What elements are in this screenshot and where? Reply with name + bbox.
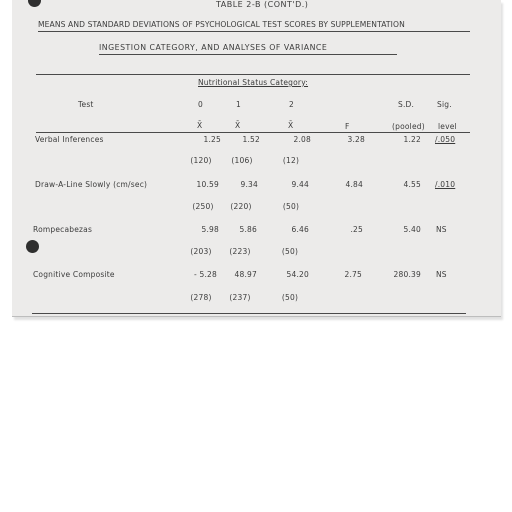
row-mean-cat1: 9.34: [240, 180, 258, 189]
row-f-value: 3.28: [347, 135, 365, 144]
row-n-cat2: (12): [282, 156, 300, 165]
row-f-value: 2.75: [344, 270, 362, 279]
row-n-cat0: (278): [190, 293, 212, 302]
row-mean-cat0: 5.98: [201, 225, 219, 234]
row-sig-level: NS: [436, 225, 447, 234]
row-mean-cat2: 9.44: [291, 180, 309, 189]
column-header-sd-pooled: (pooled): [392, 122, 425, 131]
table-title-line1: MEANS AND STANDARD DEVIATIONS OF PSYCHOLOGICAL TEST SCORES BY SUPPLEMENTATION: [38, 20, 405, 29]
column-header-mean1: X̄: [235, 121, 241, 130]
row-n-cat0: (250): [192, 202, 214, 211]
column-header-mean0: X̄: [197, 121, 203, 130]
row-mean-cat1: 48.97: [234, 270, 257, 279]
row-n-cat2: (50): [282, 202, 300, 211]
row-sd-pooled: 280.39: [393, 270, 421, 279]
row-sig-level: /.050: [435, 135, 456, 144]
row-n-cat1: (106): [231, 156, 253, 165]
row-sd-pooled: 4.55: [403, 180, 421, 189]
row-n-cat0: (203): [190, 247, 212, 256]
row-mean-cat2: 54.20: [286, 270, 309, 279]
column-header-rule: [36, 132, 470, 133]
row-mean-cat1: 5.86: [239, 225, 257, 234]
row-test-label: Draw-A-Line Slowly (cm/sec): [35, 180, 148, 189]
column-header-test: Test: [78, 100, 94, 109]
column-header-cat0: 0: [198, 100, 203, 109]
row-f-value: 4.84: [345, 180, 363, 189]
column-header-cat2: 2: [289, 100, 294, 109]
row-sd-pooled: 1.22: [403, 135, 421, 144]
title-underline-1: [38, 31, 470, 32]
column-header-sig: Sig.: [437, 100, 452, 109]
row-n-cat1: (237): [229, 293, 251, 302]
column-group-label: Nutritional Status Category:: [198, 78, 309, 87]
row-n-cat1: (223): [229, 247, 251, 256]
row-sig-level: /.010: [435, 180, 456, 189]
punch-hole-middle: [26, 240, 39, 253]
row-n-cat1: (220): [230, 202, 252, 211]
row-mean-cat0: 1.25: [203, 135, 221, 144]
row-mean-cat0: - 5.28: [194, 270, 217, 279]
row-sig-level: NS: [436, 270, 447, 279]
row-test-label: Verbal Inferences: [35, 135, 104, 144]
row-n-cat2: (50): [281, 247, 299, 256]
column-header-sig-level: level: [438, 122, 457, 131]
table-title-line2: INGESTION CATEGORY, AND ANALYSES OF VARIANCE: [99, 43, 328, 52]
table-bottom-rule: [32, 313, 466, 314]
title-underline-2: [99, 54, 397, 55]
row-n-cat2: (50): [281, 293, 299, 302]
table-number: TABLE 2-B (CONT'D.): [216, 0, 309, 9]
column-header-mean2: X̄: [288, 121, 294, 130]
row-n-cat0: (120): [190, 156, 212, 165]
row-mean-cat2: 6.46: [291, 225, 309, 234]
row-sd-pooled: 5.40: [403, 225, 421, 234]
table-top-rule: [36, 74, 470, 75]
row-test-label: Rompecabezas: [33, 225, 93, 234]
row-f-value: .25: [350, 225, 363, 234]
column-header-sd: S.D.: [398, 100, 415, 109]
column-header-f: F: [345, 122, 350, 131]
column-header-cat1: 1: [236, 100, 241, 109]
row-mean-cat0: 10.59: [196, 180, 219, 189]
row-mean-cat2: 2.08: [293, 135, 311, 144]
row-mean-cat1: 1.52: [242, 135, 260, 144]
row-test-label: Cognitive Composite: [33, 270, 115, 279]
